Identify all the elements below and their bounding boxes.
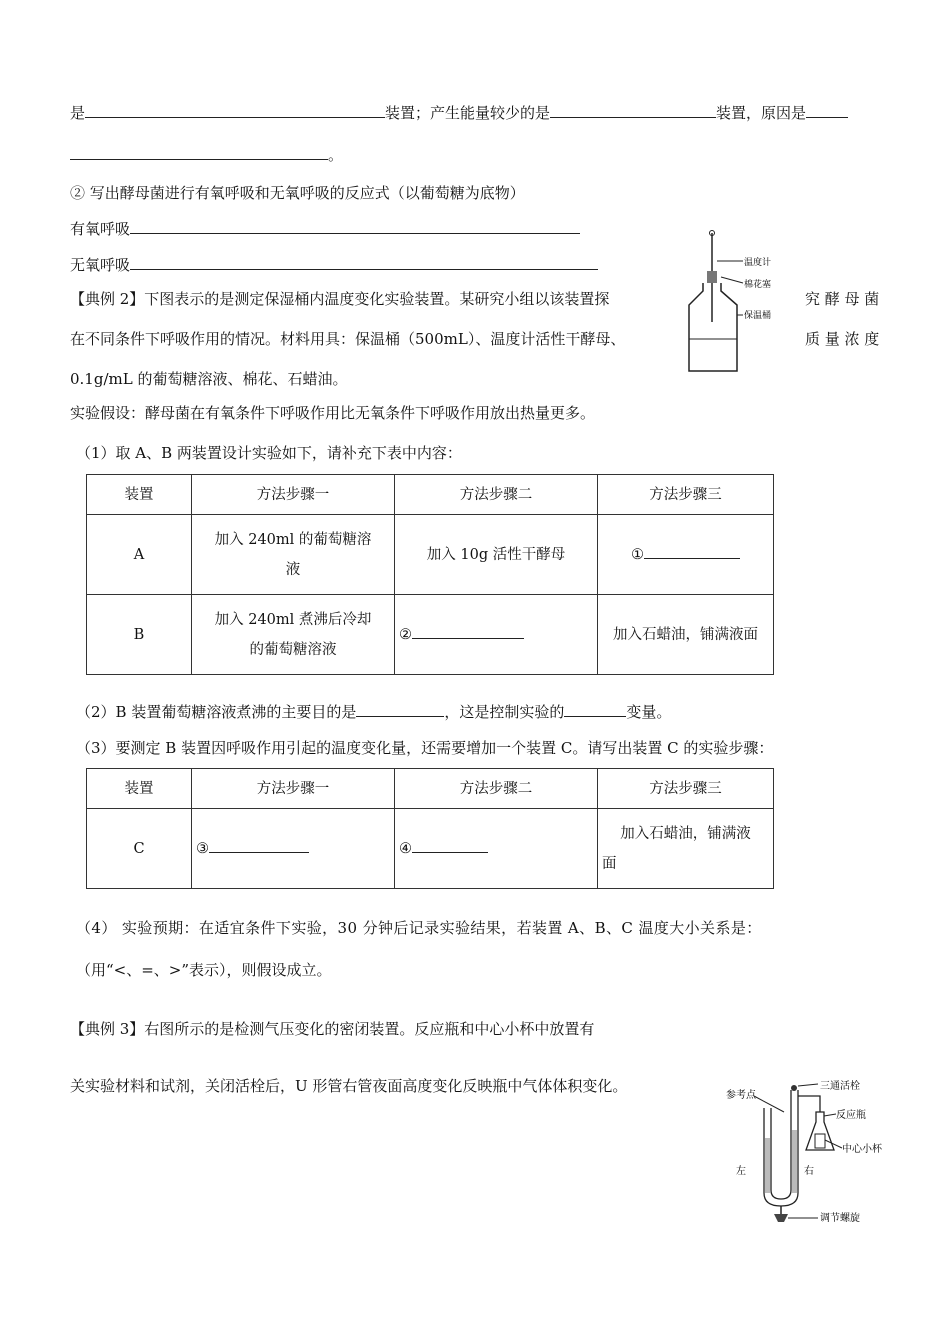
row-a-step3: ① — [598, 515, 774, 595]
header-step3: 方法步骤三 — [598, 769, 774, 809]
header-step1: 方法步骤一 — [192, 769, 395, 809]
fig-label-screw: 调节螺旋 — [820, 1213, 860, 1224]
blank-2[interactable] — [550, 103, 716, 118]
header-step2: 方法步骤二 — [395, 475, 598, 515]
fig-label-right: 右 — [804, 1166, 814, 1177]
fig-label-bucket: 保温桶 — [744, 311, 772, 321]
row-c-step2: ④ — [395, 809, 598, 889]
row-c-step1: ③ — [192, 809, 395, 889]
header-step1: 方法步骤一 — [192, 475, 395, 515]
fig-label-thermometer: 温度计 — [744, 258, 772, 268]
row-a-label: A — [87, 515, 192, 595]
question-3: （3）要测定 B 装置因呼吸作用引起的温度变化量，还需要增加一个装置 C。请写出装置 C 的实验步骤： — [76, 739, 774, 757]
header-step3: 方法步骤三 — [598, 475, 774, 515]
row-c-step3: 加入石蜡油，铺满液 面 — [598, 809, 774, 889]
header-device: 装置 — [87, 475, 192, 515]
row-c-label: C — [87, 809, 192, 889]
hypothesis: 实验假设：酵母菌在有氧条件下呼吸作用比无氧条件下呼吸作用放出热量更多。 — [70, 404, 596, 422]
answer-line-1 — [70, 103, 848, 123]
blank-circle-4[interactable] — [412, 838, 488, 853]
center-cup-icon — [815, 1134, 825, 1148]
table-row — [87, 769, 774, 809]
question-2-line: ② 写出酵母菌进行有氧呼吸和无氧呼吸的反应式（以葡萄糖为底物） — [70, 184, 525, 202]
row-b-label: B — [87, 595, 192, 675]
row-a-step2: 加入 10g 活性干酵母 — [395, 515, 598, 595]
answer-line-2 — [70, 145, 343, 165]
blank-circle-2[interactable] — [412, 624, 524, 639]
example2-line-1-right: 究 酵 母 菌 — [805, 290, 880, 308]
u-tube-pressure-figure — [724, 1078, 894, 1230]
aerobic-label: 有氧呼吸 — [70, 220, 131, 238]
connecting-tube — [798, 1096, 820, 1112]
u-bend-inner — [771, 1190, 791, 1199]
blank-circle-1[interactable] — [644, 544, 740, 559]
example2-line-3: 0.1g/mL 的葡萄糖溶液、棉花、石蜡油。 — [70, 370, 348, 388]
anaerobic-label: 无氧呼吸 — [70, 256, 131, 274]
anaerobic-blank[interactable] — [130, 255, 598, 270]
text-shi: 是 — [70, 104, 86, 122]
fig-label-flask: 反应瓶 — [836, 1110, 866, 1121]
fig-label-left: 左 — [736, 1166, 746, 1177]
blank-boil-purpose[interactable] — [356, 702, 444, 717]
fig-label-reference: 参考点 — [726, 1090, 756, 1101]
example2-line-2: 在不同条件下呼吸作用的情况。材料用具：保温桶（500mL）、温度计活性干酵母、 — [70, 330, 626, 348]
row-b-step3: 加入石蜡油，铺满液面 — [598, 595, 774, 675]
fig-label-cup: 中心小杯 — [842, 1144, 882, 1155]
row-b-step2: ② — [395, 595, 598, 675]
right-liquid — [792, 1130, 797, 1193]
table-row — [87, 475, 774, 515]
experiment-table-2 — [86, 768, 774, 889]
example3-line-1: 【典例 3】右图所示的是检测气压变化的密闭装置。反应瓶和中心小杯中放置有 — [70, 1020, 595, 1038]
fig-label-cotton: 棉花塞 — [744, 280, 772, 290]
table-row — [87, 595, 774, 675]
blank-1[interactable] — [85, 103, 385, 118]
header-device: 装置 — [87, 769, 192, 809]
question-4-line-2: （用“<、=、>”表示），则假设成立。 — [76, 961, 332, 979]
blank-4[interactable] — [70, 145, 328, 160]
reference-pointer — [754, 1096, 784, 1112]
row-b-step1: 加入 240ml 煮沸后冷却 的葡萄糖溶液 — [192, 595, 395, 675]
table-row — [87, 515, 774, 595]
experiment-table-1 — [86, 474, 774, 675]
bucket-outline — [689, 283, 737, 371]
reaction-flask-icon — [806, 1112, 834, 1150]
anaerobic-line — [70, 255, 598, 275]
blank-circle-3[interactable] — [209, 838, 309, 853]
three-way-stopcock-icon — [791, 1085, 797, 1091]
insulated-bucket-figure — [683, 227, 798, 377]
left-liquid — [765, 1138, 770, 1193]
blank-variable[interactable] — [564, 702, 626, 717]
question-1: （1）取 A、B 两装置设计实验如下，请补充下表中内容： — [76, 444, 462, 462]
example3-line-2: 关实验材料和试剂，关闭活栓后，U 形管右管夜面高度变化反映瓶中气体体积变化。 — [70, 1077, 628, 1095]
label-pointer-2 — [721, 277, 743, 283]
text-reason: 装置，原因是 — [716, 104, 807, 122]
example2-line-2-right: 质 量 浓 度 — [805, 330, 880, 348]
pointer-flask — [824, 1114, 836, 1116]
row-a-step1: 加入 240ml 的葡萄糖溶 液 — [192, 515, 395, 595]
pointer-stopcock — [798, 1084, 818, 1086]
fig-label-stopcock: 三通活栓 — [820, 1081, 860, 1092]
example2-line-1: 【典例 2】下图表示的是测定保湿桶内温度变化实验装置。某研究小组以该装置探 — [70, 290, 610, 308]
blank-3[interactable] — [806, 103, 848, 118]
header-step2: 方法步骤二 — [395, 769, 598, 809]
adjust-screw-icon — [774, 1214, 788, 1222]
cotton-plug-icon — [707, 271, 717, 283]
text-less-energy: 装置；产生能量较少的是 — [385, 104, 551, 122]
question-4-line-1: （4） 实验预期：在适宜条件下实验，30 分钟后记录实验结果，若装置 A、B、C 温度大小关系是： — [76, 919, 762, 937]
period: 。 — [328, 146, 344, 164]
aerobic-blank[interactable] — [130, 219, 580, 234]
aerobic-line — [70, 219, 580, 239]
question-2: （2）B 装置葡萄糖溶液煮沸的主要目的是 ，这是控制实验的 变量。 — [76, 703, 672, 721]
table-row — [87, 809, 774, 889]
